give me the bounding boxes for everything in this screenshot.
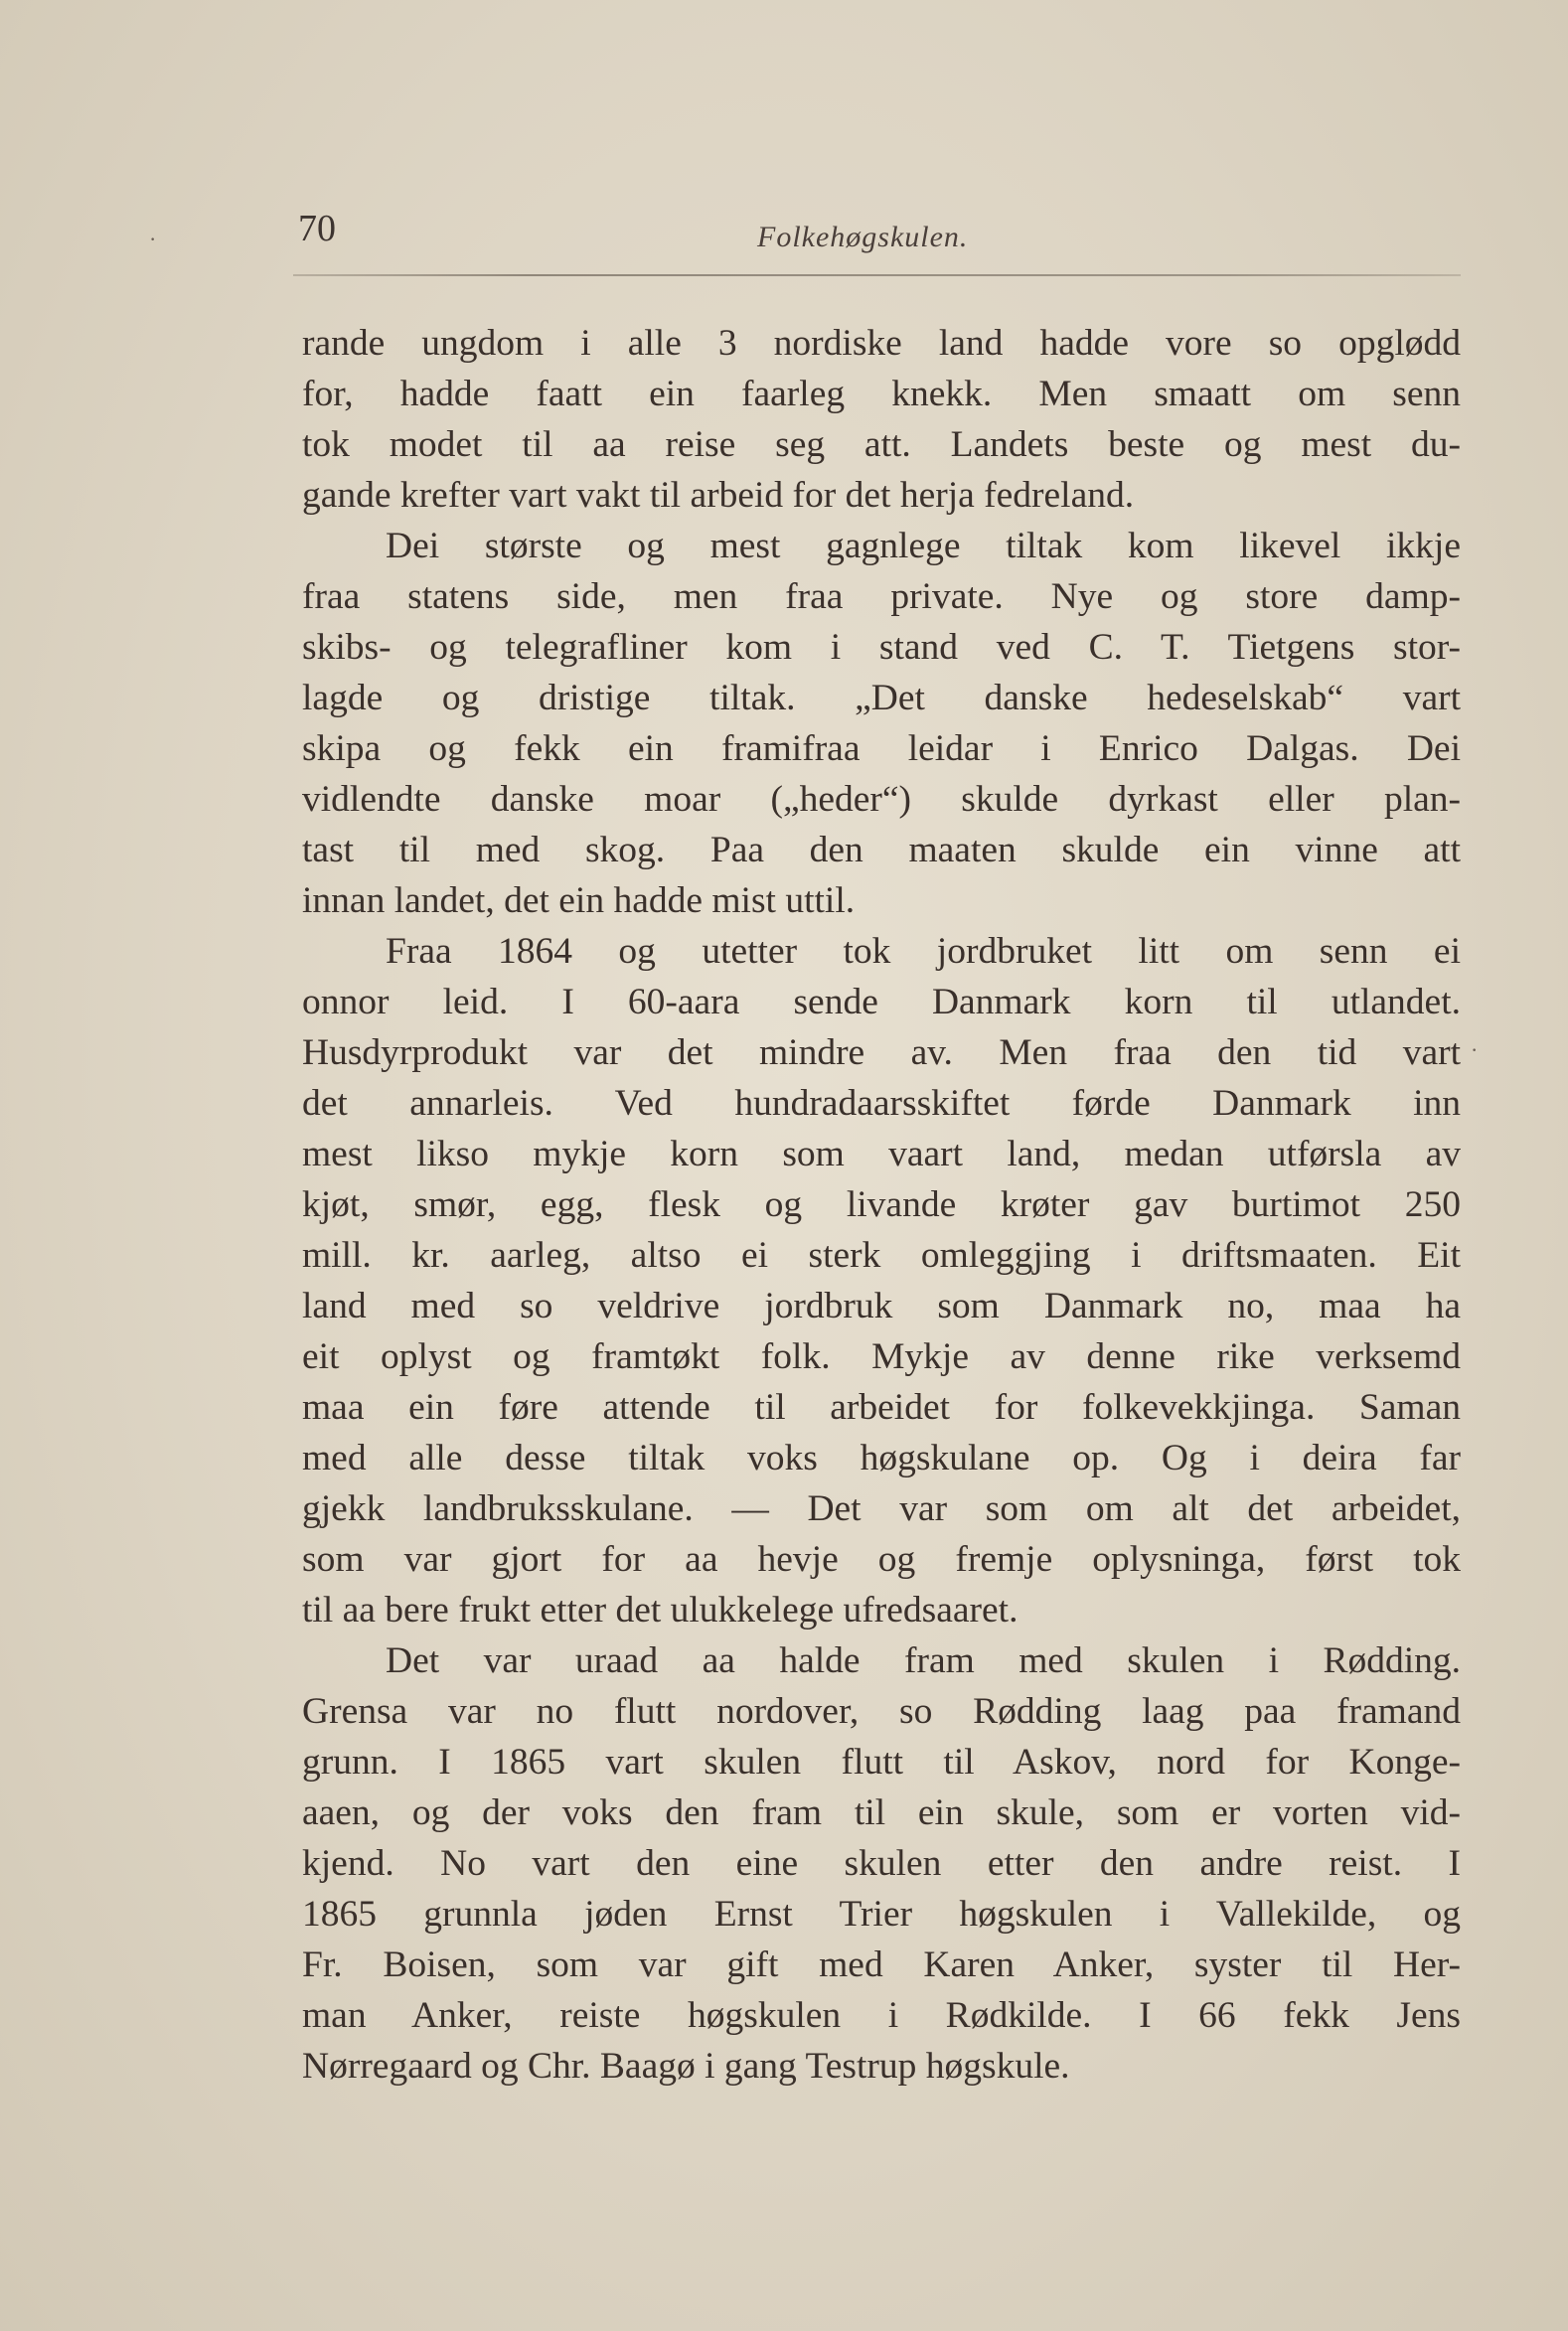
text-line: for, hadde faatt ein faarleg knekk. Men smaatt om senn xyxy=(302,374,1461,414)
text-line: aaen, og der voks den fram til ein skule, som er vorten vid- xyxy=(302,1792,1461,1833)
running-title: Folkehøgskulen. xyxy=(757,221,969,253)
text-line: Nørregaard og Chr. Baagø i gang Testrup høgskule. xyxy=(302,2046,1070,2087)
text-line: Fraa 1864 og utetter tok jordbruket litt om senn ei xyxy=(386,931,1461,972)
text-line: mest likso mykje korn som vaart land, medan utførsla av xyxy=(302,1134,1461,1174)
text-line: skipa og fekk ein framifraa leidar i Enrico Dalgas. Dei xyxy=(302,728,1461,769)
text-line: innan landet, det ein hadde mist uttil. xyxy=(302,880,856,921)
text-line: man Anker, reiste høgskulen i Rødkilde. I 66 fekk Jens xyxy=(302,1995,1461,2036)
body-text xyxy=(302,318,1461,2092)
page-number: 70 xyxy=(298,208,336,249)
header-rule xyxy=(293,274,1461,276)
text-line: Dei største og mest gagnlege tiltak kom likevel ikkje xyxy=(386,526,1461,566)
text-line: det annarleis. Ved hundradaarsskiftet førde Danmark inn xyxy=(302,1083,1461,1124)
page-header xyxy=(298,207,1456,266)
text-line: 1865 grunnla jøden Ernst Trier høgskulen i Vallekilde, og xyxy=(302,1894,1461,1935)
text-line: tast til med skog. Paa den maaten skulde ein vinne att xyxy=(302,830,1461,870)
text-line: grunn. I 1865 vart skulen flutt til Askov, nord for Konge- xyxy=(302,1742,1461,1783)
text-line: fraa statens side, men fraa private. Nye og store damp- xyxy=(302,576,1461,617)
margin-mark: · xyxy=(1471,1037,1479,1062)
text-line: Grensa var no flutt nordover, so Rødding laag paa framand xyxy=(302,1691,1461,1732)
text-line: gande krefter vart vakt til arbeid for det herja fedreland. xyxy=(302,475,1135,516)
text-line: tok modet til aa reise seg att. Landets beste og mest du- xyxy=(302,424,1461,465)
text-line: gjekk landbruksskulane. — Det var som om alt det arbeidet, xyxy=(302,1488,1461,1529)
text-line: skibs- og telegrafliner kom i stand ved C. T. Tietgens stor- xyxy=(302,627,1461,668)
text-line: vidlendte danske moar („heder“) skulde dyrkast eller plan- xyxy=(302,779,1461,820)
text-line: rande ungdom i alle 3 nordiske land hadde vore so opglødd xyxy=(302,323,1461,364)
text-line: mill. kr. aarleg, altso ei sterk omleggjing i driftsmaaten. Eit xyxy=(302,1235,1461,1276)
text-line: Fr. Boisen, som var gift med Karen Anker, syster til Her- xyxy=(302,1944,1461,1985)
text-line: kjøt, smør, egg, flesk og livande krøter gav burtimot 250 xyxy=(302,1184,1461,1225)
text-line: til aa bere frukt etter det ulukkelege ufredsaaret. xyxy=(302,1590,1019,1631)
text-line: Husdyrprodukt var det mindre av. Men fraa den tid vart xyxy=(302,1032,1461,1073)
text-line: maa ein føre attende til arbeidet for folkevekkjinga. Saman xyxy=(302,1387,1461,1428)
margin-mark: · xyxy=(149,227,157,251)
text-line: som var gjort for aa hevje og fremje oplysninga, først tok xyxy=(302,1539,1461,1580)
text-line: med alle desse tiltak voks høgskulane op. Og i deira far xyxy=(302,1438,1461,1478)
text-line: eit oplyst og framtøkt folk. Mykje av denne rike verksemd xyxy=(302,1336,1461,1377)
text-line: kjend. No vart den eine skulen etter den andre reist. I xyxy=(302,1843,1461,1884)
text-line: land med so veldrive jordbruk som Danmark no, maa ha xyxy=(302,1286,1461,1326)
text-line: Det var uraad aa halde fram med skulen i Rødding. xyxy=(386,1640,1461,1681)
text-line: onnor leid. I 60-aara sende Danmark korn til utlandet. xyxy=(302,982,1461,1022)
text-line: lagde og dristige tiltak. „Det danske hedeselskab“ vart xyxy=(302,678,1461,718)
